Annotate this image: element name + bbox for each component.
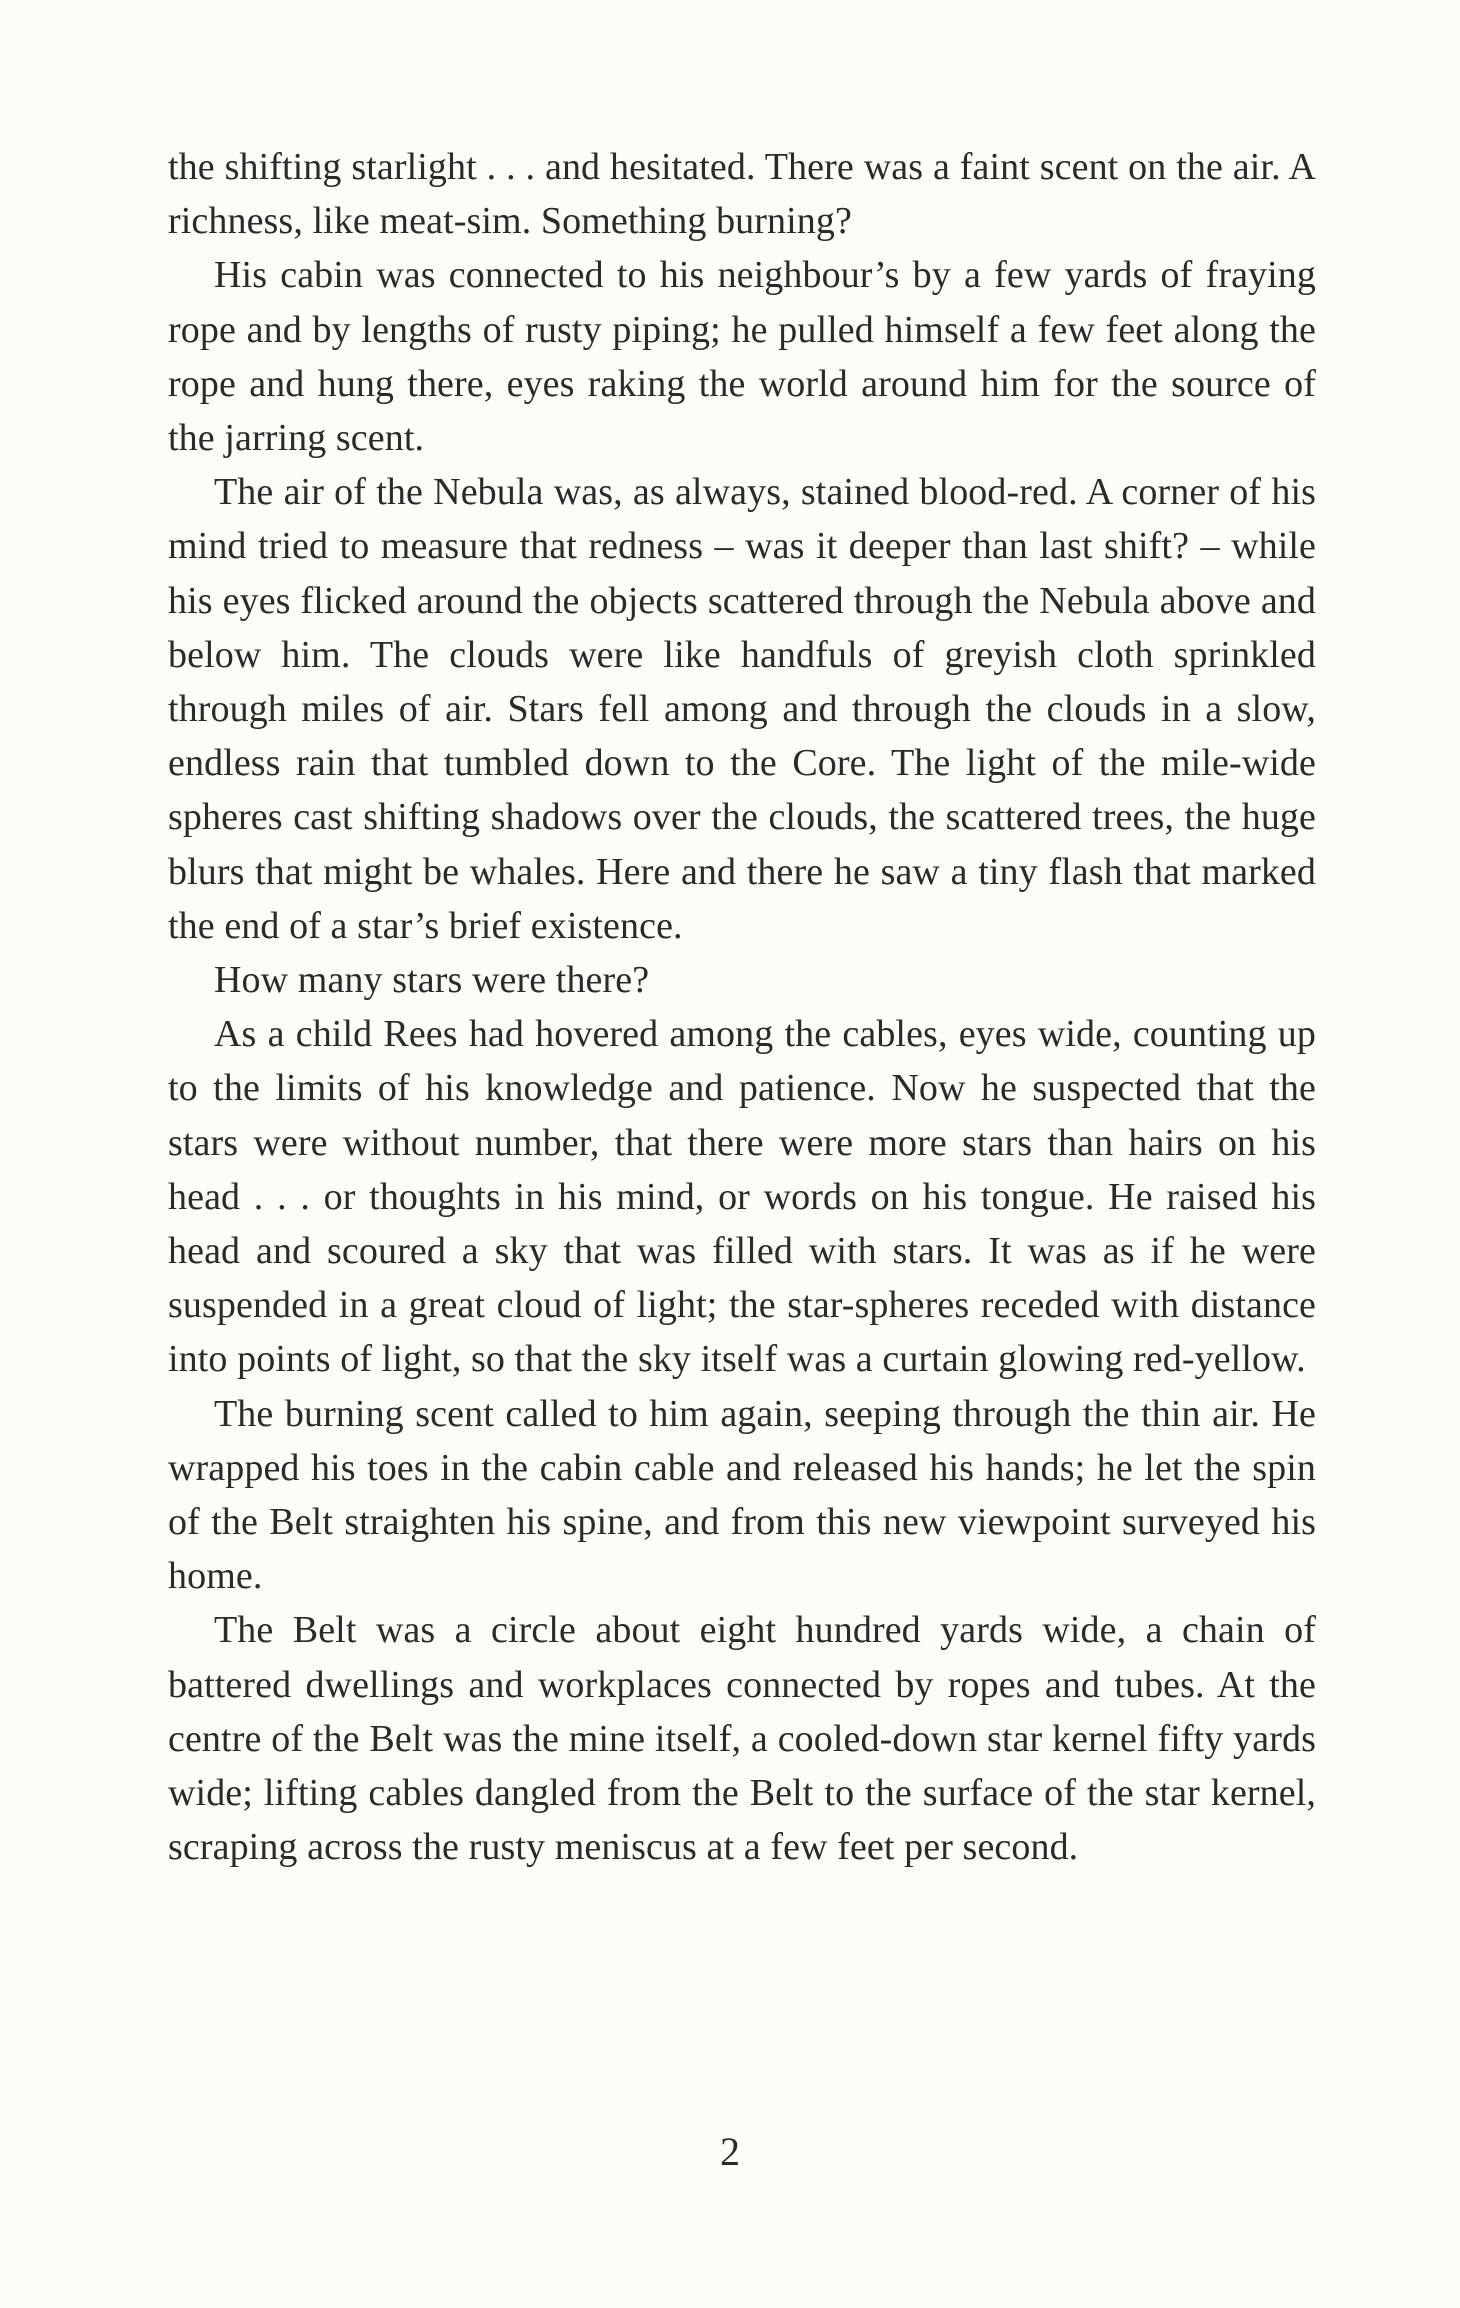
page-number: 2 bbox=[720, 2129, 740, 2174]
paragraph: The burning scent called to him again, seeping through the thin air. He wrapped his toes in the cabin cable and released his hands; he let the spin of the Belt straighten his spine, and from this new viewpoint surveyed his home. bbox=[168, 1392, 1316, 1598]
page-body bbox=[168, 140, 1316, 1875]
paragraph: As a child Rees had hovered among the cables, eyes wide, counting up to the limits of his knowledge and patience. Now he suspected that the stars were without number, that there were more stars than hairs on his head . . . or thoughts in his mind, or words on his tongue. He raised his head and scoured a sky that was filled with stars. It was as if he were suspended in a great cloud of light; the star-spheres receded with distance into points of light, so that the sky itself was a curtain glowing red-yellow. bbox=[168, 1013, 1316, 1381]
paragraph: How many stars were there? bbox=[214, 959, 650, 1002]
paragraph: The air of the Nebula was, as always, stained blood-red. A corner of his mind tried to measure that redness – was it deeper than last shift? – while his eyes flicked around the objects scattered through the Nebula above and below him. The clouds were like handfuls of greyish cloth sprinkled through miles of air. Stars fell among and through the clouds in a slow, endless rain that tumbled down to the Core. The light of the mile-wide spheres cast shifting shadows over the clouds, the scattered trees, the huge blurs that might be whales. Here and there he saw a tiny flash that marked the end of a star’s brief existence. bbox=[168, 471, 1316, 947]
paragraph: His cabin was connected to his neighbour’s by a few yards of fraying rope and by lengths of rusty piping; he pulled himself a few feet along the rope and hung there, eyes raking the world around him for the source of the jarring scent. bbox=[168, 254, 1316, 460]
paragraph: the shifting starlight . . . and hesitated. There was a faint scent on the air. A richness, like meat-sim. Something burning? bbox=[168, 146, 1316, 243]
paragraph: The Belt was a circle about eight hundred yards wide, a chain of battered dwellings and workplaces connected by ropes and tubes. At the centre of the Belt was the mine itself, a cooled-down star kernel fifty yards wide; lifting cables dangled from the Belt to the surface of the star kernel, scraping across the rusty meniscus at a few feet per second. bbox=[168, 1609, 1316, 1869]
